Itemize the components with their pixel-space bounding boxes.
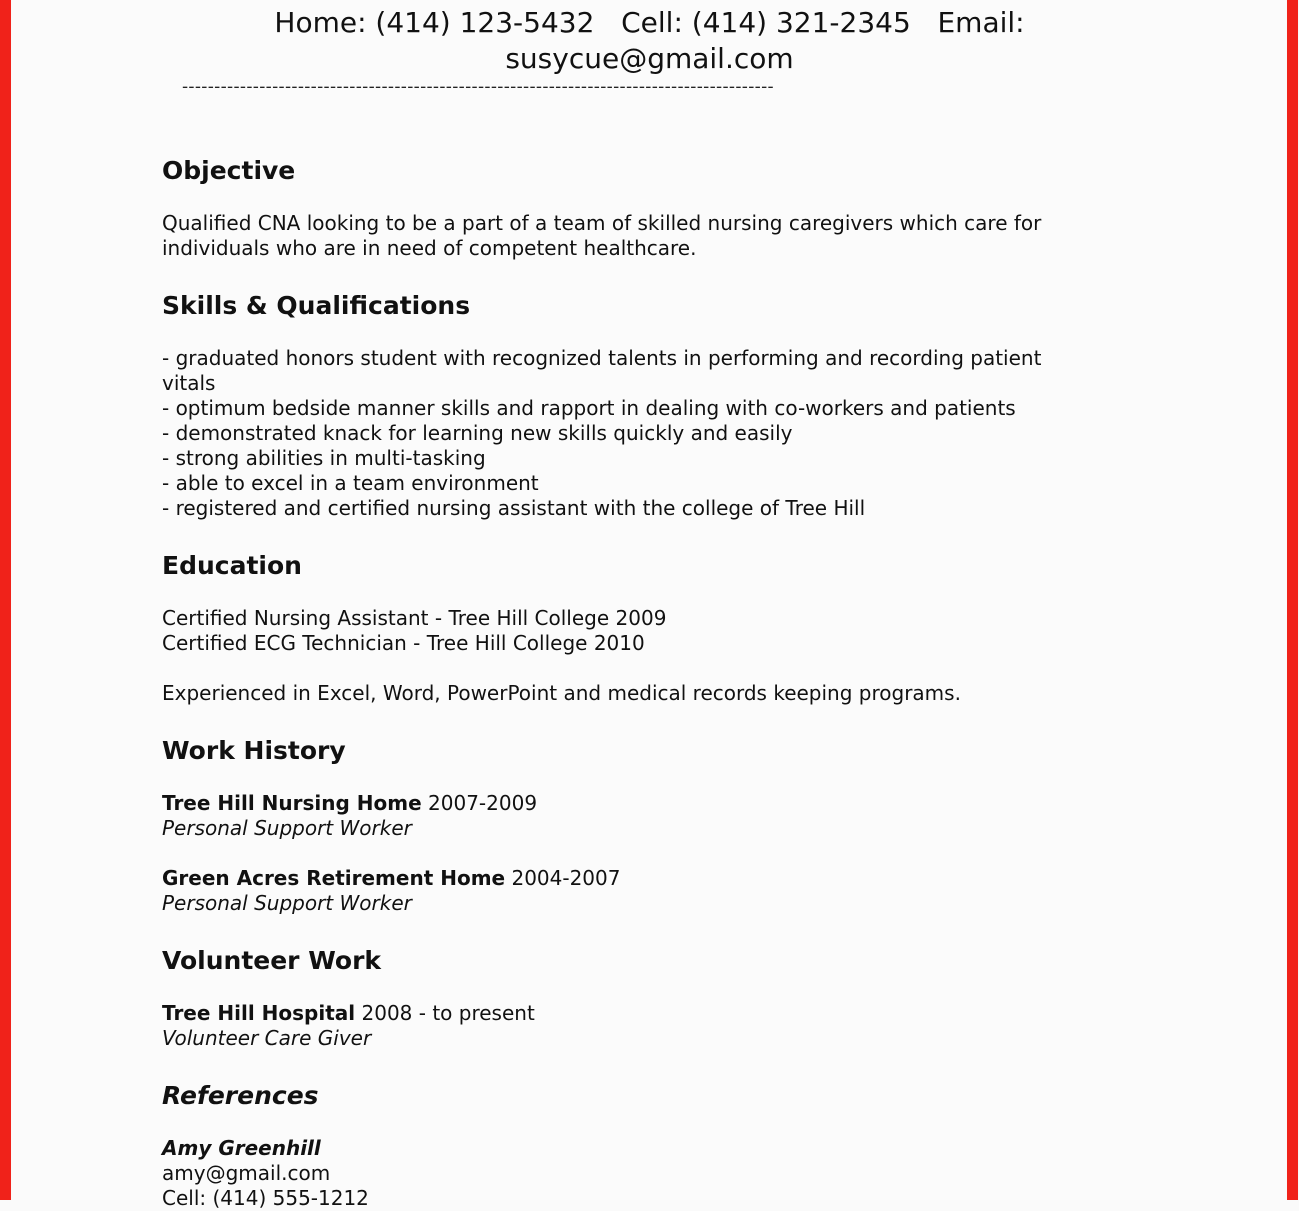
skill-item: - optimum bedside manner skills and rapport in dealing with co-workers and patients (162, 396, 1016, 420)
contact-phones-line: Home: (414) 123-5432 Cell: (414) 321-2345 Email: (274, 6, 1025, 39)
skill-item: - registered and certified nursing assistant with the college of Tree Hill (162, 496, 866, 520)
objective-heading: Objective (162, 156, 296, 185)
work-heading: Work History (162, 736, 346, 765)
work-entry (162, 866, 620, 891)
reference-cell: Cell: (414) 555-1212 (162, 1186, 369, 1210)
header-divider: -------------------------------------------------------------------------------------------- (182, 77, 774, 97)
work-role-text: Personal Support Worker (162, 816, 412, 840)
work-employer: Green Acres Retirement Home (162, 866, 506, 890)
work-employer: Tree Hill Nursing Home (162, 791, 422, 815)
education-extra: Experienced in Excel, Word, PowerPoint and medical records keeping programs. (162, 681, 961, 705)
volunteer-role (162, 1026, 371, 1051)
work-role (162, 816, 412, 841)
reference-name: Amy Greenhill (162, 1136, 321, 1160)
volunteer-years: 2008 - to present (355, 1001, 535, 1025)
work-years: 2007-2009 (421, 791, 538, 815)
skill-item: - strong abilities in multi-tasking (162, 446, 486, 470)
references-heading: References (162, 1081, 319, 1110)
work-years: 2004-2007 (505, 866, 621, 890)
work-role (162, 891, 412, 916)
volunteer-entry (162, 1001, 535, 1026)
left-red-border (0, 0, 11, 1200)
objective-line: Qualified CNA looking to be a part of a team of skilled nursing caregivers which care for (162, 211, 1042, 235)
work-entry (162, 791, 537, 816)
education-heading: Education (162, 551, 302, 580)
work-role-text: Personal Support Worker (162, 891, 412, 915)
volunteer-employer: Tree Hill Hospital (162, 1001, 356, 1025)
objective-line: individuals who are in need of competent healthcare. (162, 236, 697, 260)
volunteer-role-text: Volunteer Care Giver (162, 1026, 372, 1050)
right-red-border (1287, 0, 1298, 1200)
education-item: Certified Nursing Assistant - Tree Hill College 2009 (162, 606, 667, 630)
volunteer-heading: Volunteer Work (162, 946, 382, 975)
skill-item: vitals (162, 371, 216, 395)
education-item: Certified ECG Technician - Tree Hill College 2010 (162, 631, 645, 655)
reference-email[interactable]: amy@gmail.com (162, 1161, 331, 1185)
skills-heading: Skills & Qualifications (162, 291, 471, 320)
skill-item: - graduated honors student with recognized talents in performing and recording patient (162, 346, 1042, 370)
skill-item: - demonstrated knack for learning new skills quickly and easily (162, 421, 793, 445)
skill-item: - able to excel in a team environment (162, 471, 539, 495)
contact-email[interactable]: susycue@gmail.com (505, 42, 794, 75)
